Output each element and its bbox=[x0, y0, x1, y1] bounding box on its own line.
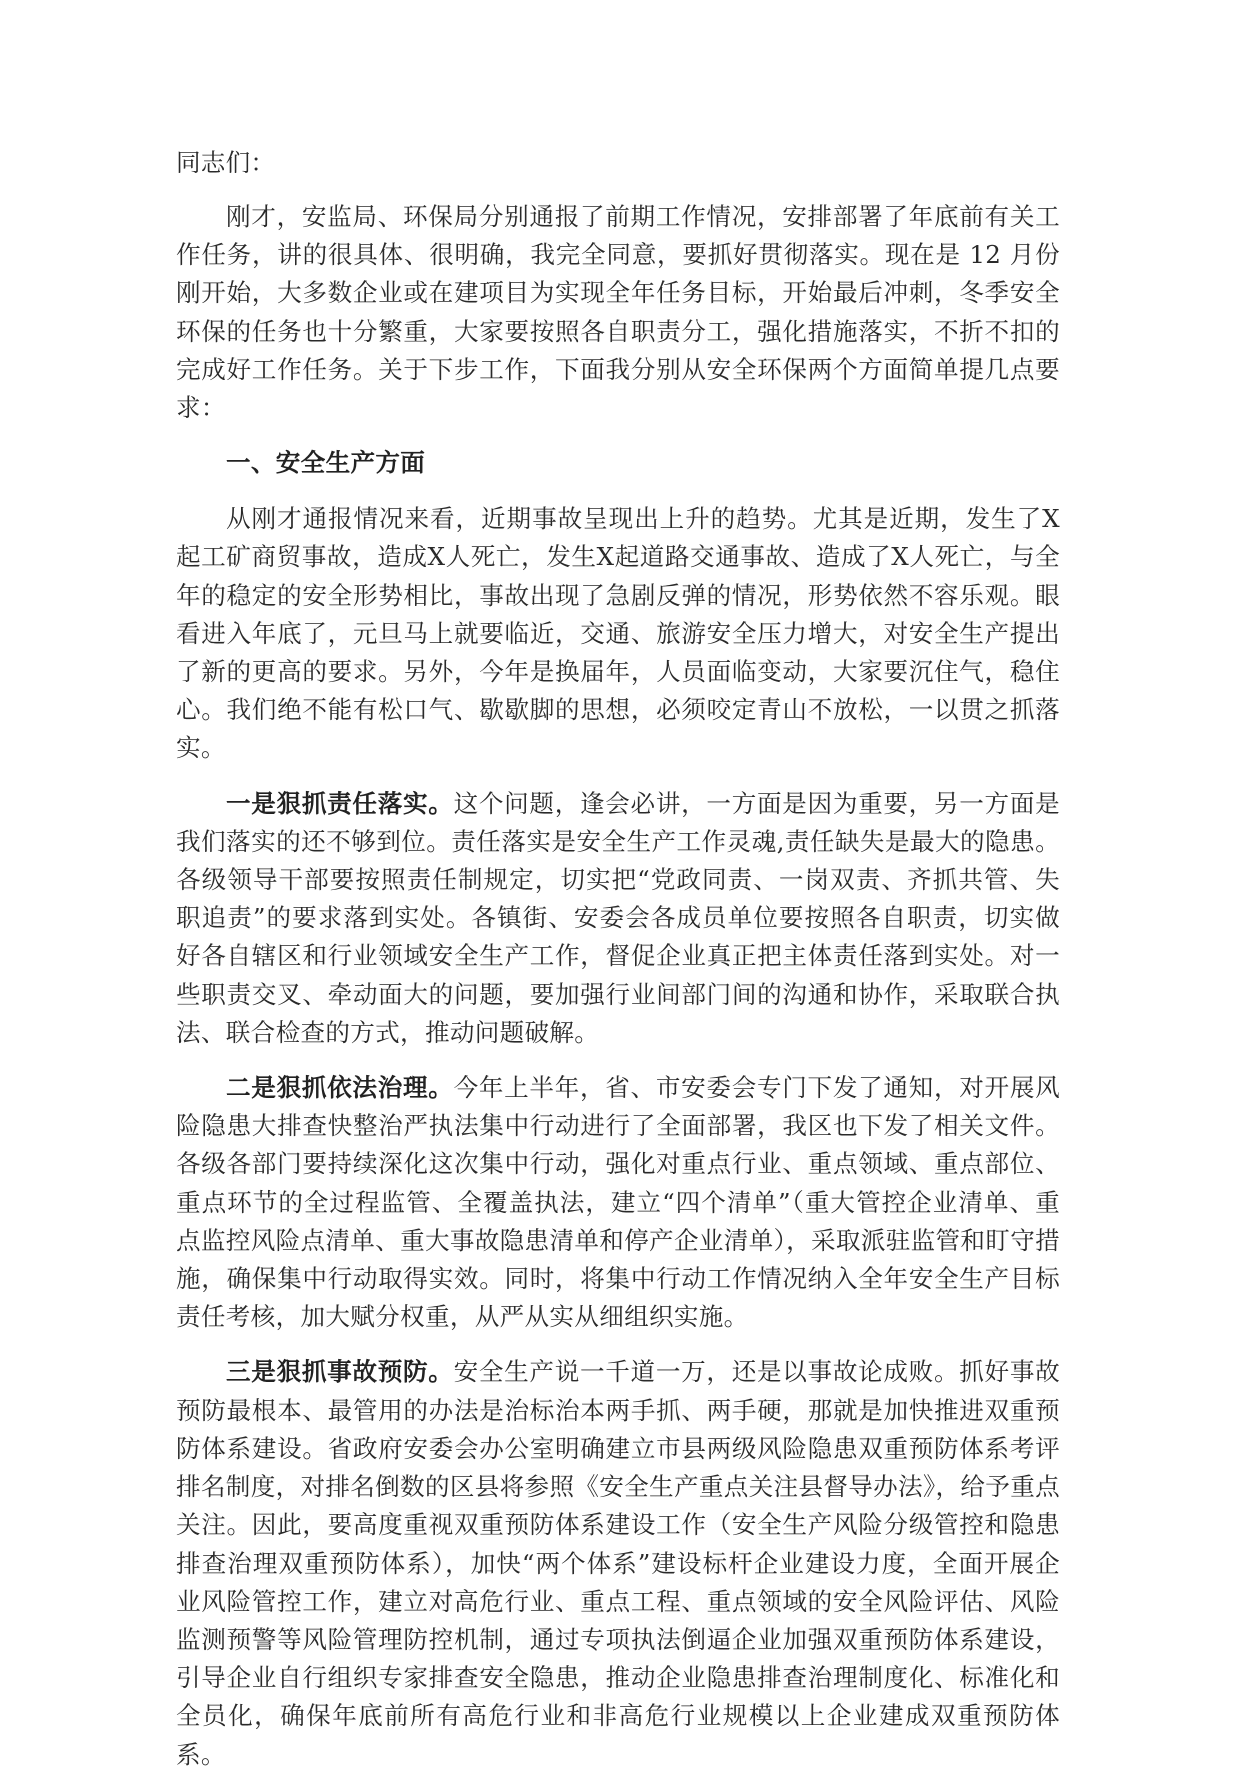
salutation: 同志们： bbox=[176, 148, 276, 177]
point-lead-3: 三是狠抓事故预防。 bbox=[226, 1357, 454, 1387]
intro-paragraph: 刚才，安监局、环保局分别通报了前期工作情况，安排部署了年底前有关工作任务，讲的很具体、很明确，我完全同意，要抓好贯彻落实。现在是 12 月份刚开始，大多数企业或在建项目为实现全年任务目标，开始最后冲刺，冬季安全环保的任务也十分繁重，大家要按照各自职责分工，强化措施落实，不折不扣的完成好工作任务。关于下步工作，下面我分别从安全环保两个方面简单提几点要求： bbox=[176, 202, 1060, 423]
point-body-3: 安全生产说一千道一万，还是以事故论成败。抓好事故预防最根本、最管用的办法是治标治本两手抓、两手硬，那就是加快推进双重预防体系建设。省政府安委会办公室明确建立市县两级风险隐患双重预防体系考评排名制度，对排名倒数的区县将参照《安全生产重点关注县督导办法》，给予重点关注。因此，要高度重视双重预防体系建设工作（安全生产风险分级管控和隐患排查治理双重预防体系），加快“两个体系”建设标杆企业建设力度，全面开展企业风险管控工作，建立对高危行业、重点工程、重点领域的安全风险评估、风险监测预警等风险管理防控机制，通过专项执法倒逼企业加强双重预防体系建设，引导企业自行组织专家排查安全隐患，推动企业隐患排查治理制度化、标准化和全员化，确保年底前所有高危行业和非高危行业规模以上企业建成双重预防体系。 bbox=[176, 1357, 1060, 1769]
section-heading: 一、安全生产方面 bbox=[226, 448, 426, 478]
point-body-2: 今年上半年，省、市安委会专门下发了通知，对开展风险隐患大排查快整治严执法集中行动进行了全面部署，我区也下发了相关文件。各级各部门要持续深化这次集中行动，强化对重点行业、重点领域、重点部位、重点环节的全过程监管、全覆盖执法，建立“四个清单”（重大管控企业清单、重点监控风险点清单、重大事故隐患清单和停产企业清单），采取派驻监管和盯守措施，确保集中行动取得实效。同时，将集中行动工作情况纳入全年安全生产目标责任考核，加大赋分权重，从严从实从细组织实施。 bbox=[176, 1073, 1060, 1332]
point-lead-1: 一是狠抓责任落实。 bbox=[226, 788, 454, 818]
point-paragraph-2 bbox=[176, 1069, 1060, 1336]
document-page bbox=[176, 144, 1060, 1791]
point-lead-2: 二是狠抓依法治理。 bbox=[226, 1073, 454, 1103]
point-paragraph-3 bbox=[176, 1353, 1060, 1773]
point-body-1: 这个问题，逢会必讲，一方面是因为重要，另一方面是我们落实的还不够到位。责任落实是安全生产工作灵魂,责任缺失是最大的隐患。各级领导干部要按照责任制规定，切实把“党政同责、一岗双责、齐抓共管、失职追责”的要求落到实处。各镇街、安委会各成员单位要按照各自职责，切实做好各自辖区和行业领域安全生产工作，督促企业真正把主体责任落到实处。对一些职责交叉、牵动面大的问题，要加强行业间部门间的沟通和协作，采取联合执法、联合检查的方式，推动问题破解。 bbox=[176, 788, 1060, 1047]
point-paragraph-1 bbox=[176, 785, 1060, 1052]
section-intro-paragraph: 从刚才通报情况来看，近期事故呈现出上升的趋势。尤其是近期，发生了X起工矿商贸事故，造成X人死亡，发生X起道路交通事故、造成了X人死亡，与全年的稳定的安全形势相比，事故出现了急剧反弹的情况，形势依然不容乐观。眼看进入年底了，元旦马上就要临近，交通、旅游安全压力增大，对安全生产提出了新的更高的要求。另外，今年是换届年，人员面临变动，大家要沉住气，稳住心。我们绝不能有松口气、歇歇脚的思想，必须咬定青山不放松，一以贯之抓落实。 bbox=[176, 504, 1060, 763]
